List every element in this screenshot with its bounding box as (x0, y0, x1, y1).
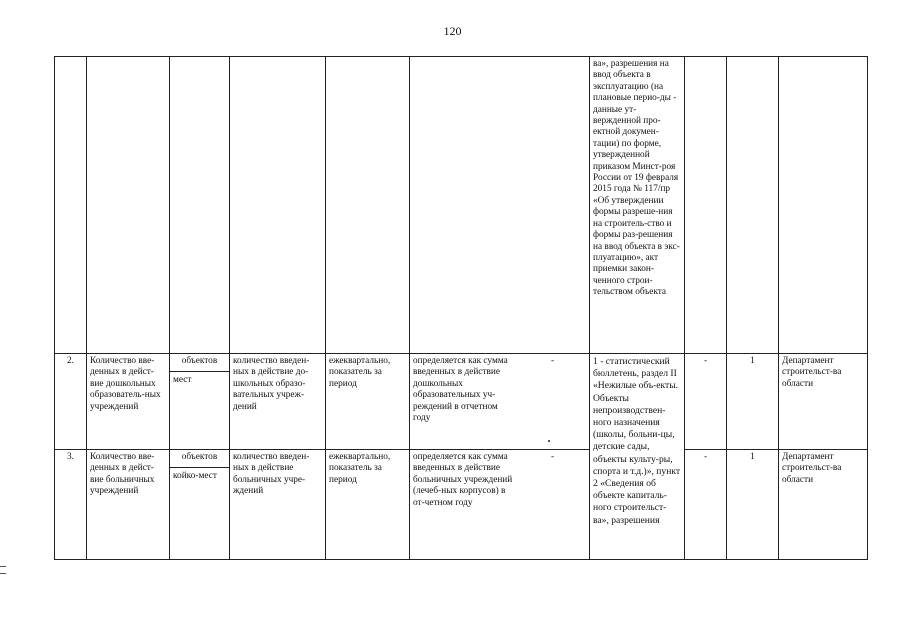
unit-divider (170, 371, 230, 372)
cell-unit (170, 57, 230, 354)
indicator-definition: количество введен-ных в действие больничных учре-ждений (230, 450, 326, 560)
unit-top: объектов (181, 356, 218, 366)
cell-name (87, 57, 170, 354)
margin-marks (0, 566, 6, 582)
indicator-name: Количество вве-денных в дейст-вие дошкольных образователь-ных учреждений (87, 354, 170, 450)
table-row (55, 354, 868, 450)
basic-indicators: - (550, 356, 555, 366)
unit-bottom: мест (173, 375, 192, 386)
calc-method-cell (410, 450, 590, 560)
unit-top: объектов (181, 452, 218, 462)
row-number: 2. (55, 354, 87, 450)
cell-col8 (685, 57, 727, 354)
indicator-definition: количество введен-ных в действие до-школьных образо-вательных учреж-дений (230, 354, 326, 450)
row-number: 3. (55, 450, 87, 560)
cell-periodicity (326, 57, 410, 354)
unit-bottom: койко-мест (173, 471, 217, 482)
cell-method (410, 57, 590, 354)
cell-col8: - (685, 354, 727, 450)
cell-source: ва», разрешения на ввод объекта в эксплуатацию (на плановые перио-ды - данные ут-вержденной про-ектной докумен-тации) по форме, утвержденной приказом Минст-роя России от 19 февраля 2015 года № 117/пр «Об утверждении формы разреше-ния на строитель-ство и формы раз-решения на ввод объекта в экс-плуатацию», акт приемки закон-ченного строи-тельством объекта (590, 57, 685, 354)
indicator-periodicity: ежеквартально, показатель за период (326, 354, 410, 450)
table-row (55, 450, 868, 560)
cell-col9 (727, 57, 779, 354)
unit-cell (170, 354, 230, 450)
cell-num (55, 57, 87, 354)
scan-speck (548, 440, 550, 442)
responsible-department: Департамент строительст-ва области (779, 354, 868, 450)
page-number: 120 (443, 24, 462, 38)
basic-indicators: - (550, 452, 555, 462)
indicator-periodicity: ежеквартально, показатель за период (326, 450, 410, 560)
margin-tick (0, 566, 6, 567)
cell-col9: 1 (727, 354, 779, 450)
unit-divider (170, 467, 230, 468)
calc-method-cell (410, 354, 590, 450)
shared-source: 1 - статистический бюллетень, раздел II «Нежилые объ-екты. Объекты непроизводствен-ного назначения (школы, больни-цы, детские сады, объекты культу-ры, спорта и т.д.)», пункт 2 «Сведения об объекте капиталь-ного строительст-ва», разрешения (590, 354, 685, 560)
margin-tick (0, 573, 6, 574)
calc-method: определяется как сумма введенных в действие дошкольных образовательных уч-реждений в отчетном году (413, 356, 508, 424)
calc-method: определяется как сумма введенных в действие больничных учреждений (лечеб-ных корпусов) в от-четном году (413, 452, 513, 508)
cell-responsible (779, 57, 868, 354)
cell-col9: 1 (727, 450, 779, 560)
table-row-continuation (55, 57, 868, 354)
indicator-name: Количество вве-денных в дейст-вие больничных учреждений (87, 450, 170, 560)
indicator-table (54, 56, 868, 560)
unit-cell (170, 450, 230, 560)
cell-col8: - (685, 450, 727, 560)
responsible-department: Департамент строительст-ва области (779, 450, 868, 560)
cell-definition (230, 57, 326, 354)
